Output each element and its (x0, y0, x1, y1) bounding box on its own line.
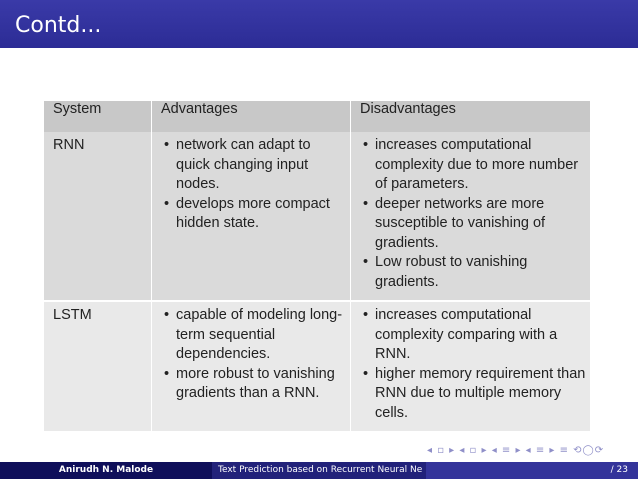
list-item: • deeper networks are more susceptible to vanishing of gradients. (360, 195, 586, 254)
comparison-table (44, 101, 591, 431)
list-item: • increases computational complexity due to more number of parameters. (360, 136, 586, 195)
cell-system: RNN (44, 132, 152, 301)
cell-system: LSTM (44, 301, 152, 431)
table-row (44, 301, 591, 431)
cell-advantages (152, 132, 351, 301)
cell-disadvantages (351, 301, 591, 431)
header-disadvantages: Disadvantages (351, 101, 591, 132)
footer (0, 462, 638, 479)
header-system: System (44, 101, 152, 132)
footer-talk-title: Text Prediction based on Recurrent Neural Ne (212, 462, 426, 479)
list-item: • increases computational complexity comparing with a RNN. (360, 306, 586, 365)
list-item: • more robust to vanishing gradients than a RNN. (161, 365, 346, 404)
footer-page-number: / 23 (426, 462, 638, 479)
list-item: • capable of modeling long-term sequential dependencies. (161, 306, 346, 365)
list-item: • higher memory requirement than RNN due to multiple memory cells. (360, 365, 586, 424)
cell-advantages (152, 301, 351, 431)
header-advantages: Advantages (152, 101, 351, 132)
list-item: • network can adapt to quick changing input nodes. (161, 136, 346, 195)
footer-author: Anirudh N. Malode (0, 462, 212, 479)
cell-disadvantages (351, 132, 591, 301)
slide-title: Contd... (15, 13, 102, 38)
list-item: • Low robust to vanishing gradients. (360, 253, 586, 292)
beamer-navigation-icons[interactable]: ◂ ▫ ▸ ◂ ▫ ▸ ◂ ≡ ▸ ◂ ≡ ▸ ≡ ⟲◯⟳ (427, 445, 605, 456)
table-header-row (44, 101, 591, 132)
title-bar (0, 0, 638, 48)
list-item: • develops more compact hidden state. (161, 195, 346, 234)
table-row (44, 132, 591, 301)
